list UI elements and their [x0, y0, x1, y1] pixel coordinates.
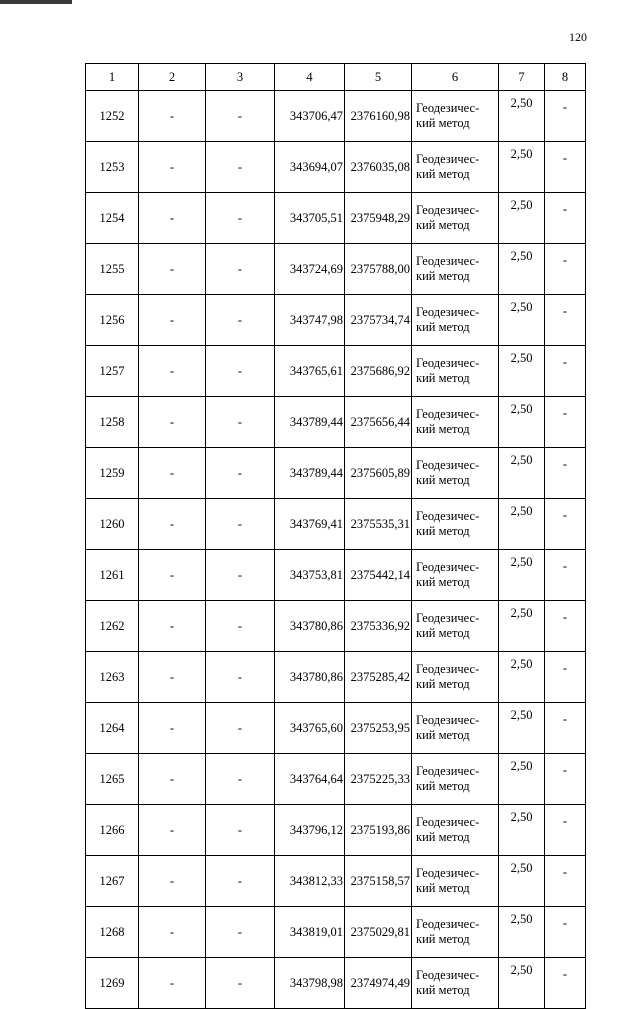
method-cell	[412, 805, 499, 856]
method-line-2: кий метод	[416, 575, 470, 589]
method-cell	[412, 754, 499, 805]
accuracy-cell: 2,50	[499, 244, 545, 295]
method-line-1: Геодезичес-	[416, 611, 480, 625]
column-8-cell: -	[545, 958, 586, 1009]
column-3-cell: -	[206, 754, 275, 805]
column-8-cell: -	[545, 295, 586, 346]
x-coordinate-cell: 343765,60	[275, 703, 345, 754]
table-row	[86, 805, 586, 856]
point-number-cell: 1256	[86, 295, 139, 346]
y-coordinate-cell: 2376035,08	[345, 142, 412, 193]
method-cell	[412, 958, 499, 1009]
method-line-2: кий метод	[416, 728, 470, 742]
column-2-cell: -	[139, 958, 206, 1009]
accuracy-cell: 2,50	[499, 856, 545, 907]
table-row	[86, 754, 586, 805]
point-number-cell: 1258	[86, 397, 139, 448]
y-coordinate-cell: 2375442,14	[345, 550, 412, 601]
coordinates-table	[85, 63, 586, 1009]
column-header-1: 1	[86, 64, 139, 91]
column-3-cell: -	[206, 244, 275, 295]
table-row	[86, 499, 586, 550]
method-line-1: Геодезичес-	[416, 458, 480, 472]
table-row	[86, 703, 586, 754]
accuracy-cell: 2,50	[499, 652, 545, 703]
accuracy-cell: 2,50	[499, 499, 545, 550]
table-body	[86, 91, 586, 1009]
column-header-6: 6	[412, 64, 499, 91]
accuracy-cell: 2,50	[499, 907, 545, 958]
point-number-cell: 1268	[86, 907, 139, 958]
page-number: 120	[569, 30, 587, 44]
column-2-cell: -	[139, 805, 206, 856]
column-2-cell: -	[139, 91, 206, 142]
x-coordinate-cell: 343753,81	[275, 550, 345, 601]
column-header-8: 8	[545, 64, 586, 91]
column-3-cell: -	[206, 397, 275, 448]
column-3-cell: -	[206, 907, 275, 958]
column-2-cell: -	[139, 754, 206, 805]
column-3-cell: -	[206, 703, 275, 754]
x-coordinate-cell: 343706,47	[275, 91, 345, 142]
y-coordinate-cell: 2375656,44	[345, 397, 412, 448]
method-cell	[412, 346, 499, 397]
point-number-cell: 1254	[86, 193, 139, 244]
method-line-1: Геодезичес-	[416, 968, 480, 982]
method-line-2: кий метод	[416, 320, 470, 334]
x-coordinate-cell: 343724,69	[275, 244, 345, 295]
column-2-cell: -	[139, 652, 206, 703]
column-header-2: 2	[139, 64, 206, 91]
accuracy-cell: 2,50	[499, 754, 545, 805]
method-line-2: кий метод	[416, 677, 470, 691]
method-cell	[412, 856, 499, 907]
accuracy-cell: 2,50	[499, 805, 545, 856]
y-coordinate-cell: 2375253,95	[345, 703, 412, 754]
column-2-cell: -	[139, 448, 206, 499]
method-line-2: кий метод	[416, 830, 470, 844]
method-cell	[412, 499, 499, 550]
x-coordinate-cell: 343780,86	[275, 601, 345, 652]
column-8-cell: -	[545, 499, 586, 550]
column-3-cell: -	[206, 499, 275, 550]
point-number-cell: 1259	[86, 448, 139, 499]
column-8-cell: -	[545, 856, 586, 907]
column-header-3: 3	[206, 64, 275, 91]
x-coordinate-cell: 343705,51	[275, 193, 345, 244]
column-3-cell: -	[206, 958, 275, 1009]
point-number-cell: 1257	[86, 346, 139, 397]
y-coordinate-cell: 2375788,00	[345, 244, 412, 295]
accuracy-cell: 2,50	[499, 346, 545, 397]
table-row	[86, 652, 586, 703]
column-8-cell: -	[545, 601, 586, 652]
x-coordinate-cell: 343780,86	[275, 652, 345, 703]
column-3-cell: -	[206, 346, 275, 397]
column-3-cell: -	[206, 856, 275, 907]
column-2-cell: -	[139, 346, 206, 397]
method-line-2: кий метод	[416, 626, 470, 640]
y-coordinate-cell: 2375734,74	[345, 295, 412, 346]
accuracy-cell: 2,50	[499, 295, 545, 346]
method-cell	[412, 142, 499, 193]
column-8-cell: -	[545, 754, 586, 805]
x-coordinate-cell: 343798,98	[275, 958, 345, 1009]
column-header-5: 5	[345, 64, 412, 91]
method-line-1: Геодезичес-	[416, 509, 480, 523]
column-8-cell: -	[545, 805, 586, 856]
x-coordinate-cell: 343796,12	[275, 805, 345, 856]
method-line-1: Геодезичес-	[416, 560, 480, 574]
accuracy-cell: 2,50	[499, 448, 545, 499]
column-header-4: 4	[275, 64, 345, 91]
column-header-7: 7	[499, 64, 545, 91]
column-2-cell: -	[139, 397, 206, 448]
y-coordinate-cell: 2375948,29	[345, 193, 412, 244]
column-3-cell: -	[206, 601, 275, 652]
column-8-cell: -	[545, 193, 586, 244]
column-8-cell: -	[545, 142, 586, 193]
table-row	[86, 295, 586, 346]
method-cell	[412, 601, 499, 652]
column-3-cell: -	[206, 142, 275, 193]
y-coordinate-cell: 2375193,86	[345, 805, 412, 856]
column-2-cell: -	[139, 295, 206, 346]
table-row	[86, 550, 586, 601]
accuracy-cell: 2,50	[499, 601, 545, 652]
method-cell	[412, 397, 499, 448]
column-2-cell: -	[139, 601, 206, 652]
column-3-cell: -	[206, 91, 275, 142]
column-8-cell: -	[545, 550, 586, 601]
method-cell	[412, 91, 499, 142]
method-line-2: кий метод	[416, 218, 470, 232]
y-coordinate-cell: 2375686,92	[345, 346, 412, 397]
method-line-1: Геодезичес-	[416, 305, 480, 319]
y-coordinate-cell: 2375029,81	[345, 907, 412, 958]
point-number-cell: 1267	[86, 856, 139, 907]
y-coordinate-cell: 2376160,98	[345, 91, 412, 142]
column-2-cell: -	[139, 907, 206, 958]
method-line-2: кий метод	[416, 524, 470, 538]
method-cell	[412, 244, 499, 295]
column-2-cell: -	[139, 550, 206, 601]
column-8-cell: -	[545, 448, 586, 499]
method-line-1: Геодезичес-	[416, 356, 480, 370]
column-8-cell: -	[545, 907, 586, 958]
method-line-1: Геодезичес-	[416, 764, 480, 778]
table-row	[86, 397, 586, 448]
method-line-2: кий метод	[416, 983, 470, 997]
y-coordinate-cell: 2374974,49	[345, 958, 412, 1009]
method-line-1: Геодезичес-	[416, 152, 480, 166]
x-coordinate-cell: 343789,44	[275, 397, 345, 448]
point-number-cell: 1262	[86, 601, 139, 652]
method-line-1: Геодезичес-	[416, 203, 480, 217]
accuracy-cell: 2,50	[499, 91, 545, 142]
y-coordinate-cell: 2375225,33	[345, 754, 412, 805]
table-row	[86, 448, 586, 499]
column-3-cell: -	[206, 652, 275, 703]
table-row	[86, 346, 586, 397]
method-line-1: Геодезичес-	[416, 254, 480, 268]
point-number-cell: 1265	[86, 754, 139, 805]
column-2-cell: -	[139, 856, 206, 907]
point-number-cell: 1261	[86, 550, 139, 601]
method-line-2: кий метод	[416, 116, 470, 130]
point-number-cell: 1266	[86, 805, 139, 856]
table-row	[86, 142, 586, 193]
accuracy-cell: 2,50	[499, 142, 545, 193]
point-number-cell: 1263	[86, 652, 139, 703]
accuracy-cell: 2,50	[499, 958, 545, 1009]
method-line-1: Геодезичес-	[416, 917, 480, 931]
table-row	[86, 907, 586, 958]
method-cell	[412, 703, 499, 754]
table-header-row	[86, 64, 586, 91]
method-line-2: кий метод	[416, 167, 470, 181]
method-cell	[412, 652, 499, 703]
table-row	[86, 244, 586, 295]
column-8-cell: -	[545, 346, 586, 397]
point-number-cell: 1260	[86, 499, 139, 550]
x-coordinate-cell: 343747,98	[275, 295, 345, 346]
method-cell	[412, 907, 499, 958]
column-2-cell: -	[139, 142, 206, 193]
scan-edge-mark	[0, 0, 72, 4]
column-2-cell: -	[139, 703, 206, 754]
method-line-1: Геодезичес-	[416, 101, 480, 115]
accuracy-cell: 2,50	[499, 703, 545, 754]
method-line-2: кий метод	[416, 269, 470, 283]
column-8-cell: -	[545, 244, 586, 295]
method-line-1: Геодезичес-	[416, 713, 480, 727]
method-cell	[412, 550, 499, 601]
accuracy-cell: 2,50	[499, 193, 545, 244]
method-line-2: кий метод	[416, 779, 470, 793]
x-coordinate-cell: 343764,64	[275, 754, 345, 805]
column-2-cell: -	[139, 499, 206, 550]
column-2-cell: -	[139, 193, 206, 244]
point-number-cell: 1269	[86, 958, 139, 1009]
column-3-cell: -	[206, 550, 275, 601]
point-number-cell: 1255	[86, 244, 139, 295]
column-8-cell: -	[545, 91, 586, 142]
table-row	[86, 958, 586, 1009]
method-cell	[412, 295, 499, 346]
column-2-cell: -	[139, 244, 206, 295]
accuracy-cell: 2,50	[499, 550, 545, 601]
column-3-cell: -	[206, 193, 275, 244]
method-line-1: Геодезичес-	[416, 866, 480, 880]
x-coordinate-cell: 343812,33	[275, 856, 345, 907]
point-number-cell: 1253	[86, 142, 139, 193]
method-line-2: кий метод	[416, 473, 470, 487]
method-line-1: Геодезичес-	[416, 407, 480, 421]
method-cell	[412, 193, 499, 244]
x-coordinate-cell: 343769,41	[275, 499, 345, 550]
column-3-cell: -	[206, 805, 275, 856]
y-coordinate-cell: 2375158,57	[345, 856, 412, 907]
table-row	[86, 856, 586, 907]
x-coordinate-cell: 343789,44	[275, 448, 345, 499]
x-coordinate-cell: 343694,07	[275, 142, 345, 193]
column-8-cell: -	[545, 652, 586, 703]
method-line-2: кий метод	[416, 422, 470, 436]
column-8-cell: -	[545, 397, 586, 448]
x-coordinate-cell: 343819,01	[275, 907, 345, 958]
y-coordinate-cell: 2375535,31	[345, 499, 412, 550]
method-line-2: кий метод	[416, 881, 470, 895]
point-number-cell: 1264	[86, 703, 139, 754]
method-line-1: Геодезичес-	[416, 815, 480, 829]
column-3-cell: -	[206, 448, 275, 499]
method-line-1: Геодезичес-	[416, 662, 480, 676]
column-8-cell: -	[545, 703, 586, 754]
y-coordinate-cell: 2375605,89	[345, 448, 412, 499]
table-row	[86, 601, 586, 652]
point-number-cell: 1252	[86, 91, 139, 142]
x-coordinate-cell: 343765,61	[275, 346, 345, 397]
method-line-2: кий метод	[416, 371, 470, 385]
table-row	[86, 91, 586, 142]
accuracy-cell: 2,50	[499, 397, 545, 448]
column-3-cell: -	[206, 295, 275, 346]
y-coordinate-cell: 2375336,92	[345, 601, 412, 652]
method-line-2: кий метод	[416, 932, 470, 946]
y-coordinate-cell: 2375285,42	[345, 652, 412, 703]
method-cell	[412, 448, 499, 499]
table-row	[86, 193, 586, 244]
